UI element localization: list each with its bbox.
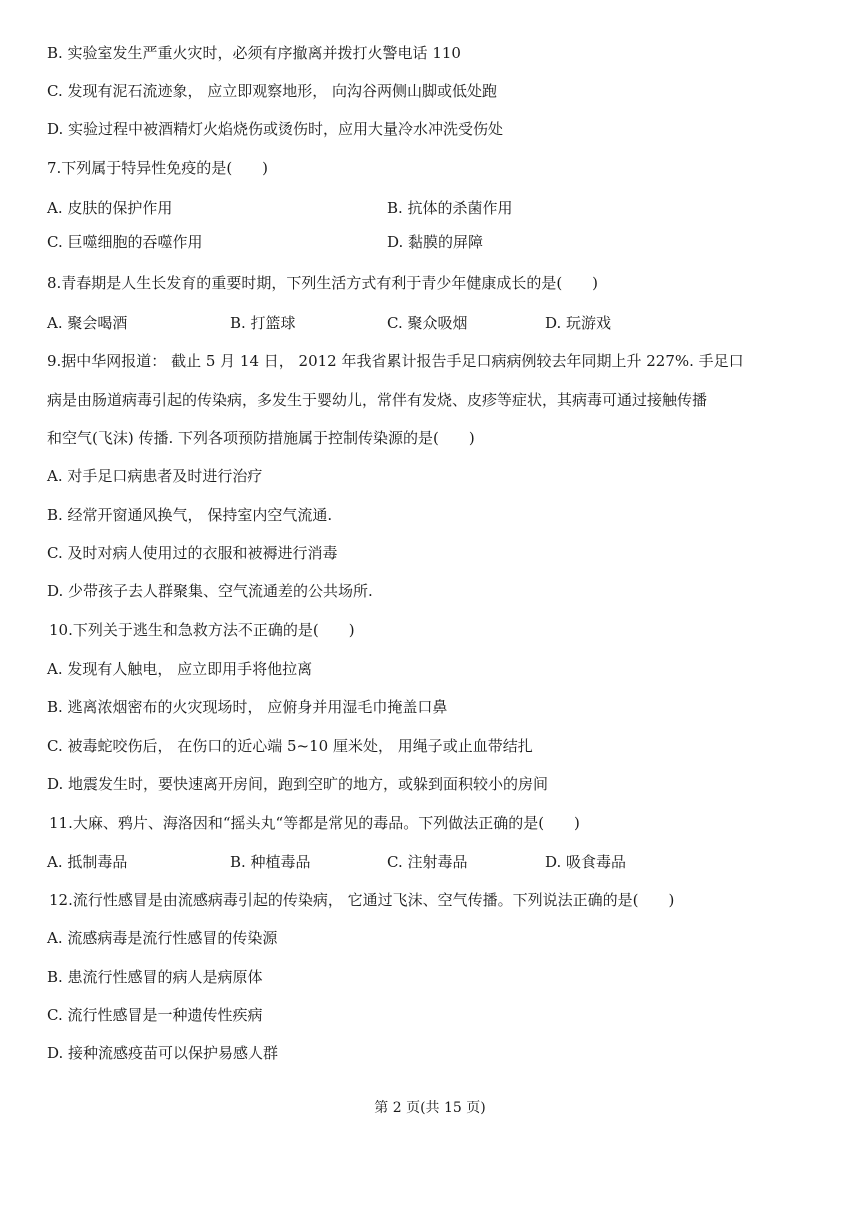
q9-option-b: B. 经常开窗通风换气， 保持室内空气流通. [47, 506, 333, 524]
q9-option-a: A. 对手足口病患者及时进行治疗 [47, 467, 263, 485]
q9-option-c: C. 及时对病人使用过的衣服和被褥进行消毒 [47, 544, 338, 562]
q9-stem-line-3: 和空气(飞沫) 传播. 下列各项预防措施属于控制传染源的是( ) [47, 429, 475, 447]
q7-option-a: A. 皮肤的保护作用 [47, 199, 173, 217]
q11-option-b: B. 种植毒品 [230, 853, 311, 871]
q9-option-d: D. 少带孩子去人群聚集、空气流通差的公共场所. [47, 582, 373, 600]
q6-option-d: D. 实验过程中被酒精灯火焰烧伤或烫伤时，应用大量冷水冲洗受伤处 [47, 120, 504, 138]
q12-option-b: B. 患流行性感冒的病人是病原体 [47, 968, 263, 986]
q11-option-a: A. 抵制毒品 [47, 853, 128, 871]
q8-option-d: D. 玩游戏 [545, 314, 612, 332]
q8-option-b: B. 打篮球 [230, 314, 296, 332]
q8-option-a: A. 聚会喝酒 [47, 314, 128, 332]
q10-option-c: C. 被毒蛇咬伤后， 在伤口的近心端 5~10 厘米处， 用绳子或止血带结扎 [47, 737, 533, 755]
q8-stem: 8.青春期是人生长发育的重要时期，下列生活方式有利于青少年健康成长的是( ) [47, 274, 599, 292]
q12-option-a: A. 流感病毒是流行性感冒的传染源 [47, 929, 278, 947]
q10-option-b: B. 逃离浓烟密布的火灾现场时， 应俯身并用湿毛巾掩盖口鼻 [47, 698, 448, 716]
q7-stem: 7.下列属于特异性免疫的是( ) [47, 159, 269, 177]
page-number-footer: 第 2 页(共 15 页) [374, 1100, 486, 1116]
q9-stem-line-2: 病是由肠道病毒引起的传染病，多发生于婴幼儿，常伴有发烧、皮疹等症状，其病毒可通过接触传播 [47, 391, 708, 409]
q10-stem: 10.下列关于逃生和急救方法不正确的是( ) [49, 621, 355, 639]
q12-stem: 12.流行性感冒是由流感病毒引起的传染病， 它通过飞沫、空气传播。下列说法正确的是( ) [49, 891, 675, 909]
q8-option-c: C. 聚众吸烟 [387, 314, 468, 332]
q7-option-b: B. 抗体的杀菌作用 [387, 199, 513, 217]
q12-option-d: D. 接种流感疫苗可以保护易感人群 [47, 1044, 279, 1062]
q7-option-c: C. 巨噬细胞的吞噬作用 [47, 233, 203, 251]
q10-option-a: A. 发现有人触电， 应立即用手将他拉离 [47, 660, 313, 678]
q11-stem: 11.大麻、鸦片、海洛因和“摇头丸“等都是常见的毒品。下列做法正确的是( ) [49, 814, 580, 832]
q7-option-d: D. 黏膜的屏障 [387, 233, 484, 251]
q10-option-d: D. 地震发生时，要快速离开房间，跑到空旷的地方，或躲到面积较小的房间 [47, 775, 549, 793]
q12-option-c: C. 流行性感冒是一种遗传性疾病 [47, 1006, 263, 1024]
q6-option-c: C. 发现有泥石流迹象， 应立即观察地形， 向沟谷两侧山脚或低处跑 [47, 82, 498, 100]
q11-option-c: C. 注射毒品 [387, 853, 468, 871]
q11-option-d: D. 吸食毒品 [545, 853, 627, 871]
q9-stem-line-1: 9.据中华网报道： 截止 5 月 14 日， 2012 年我省累计报告手足口病病例较去年同期上升 227%. 手足口 [47, 352, 744, 370]
q6-option-b: B. 实验室发生严重火灾时，必须有序撤离并拨打火警电话 110 [47, 44, 461, 62]
